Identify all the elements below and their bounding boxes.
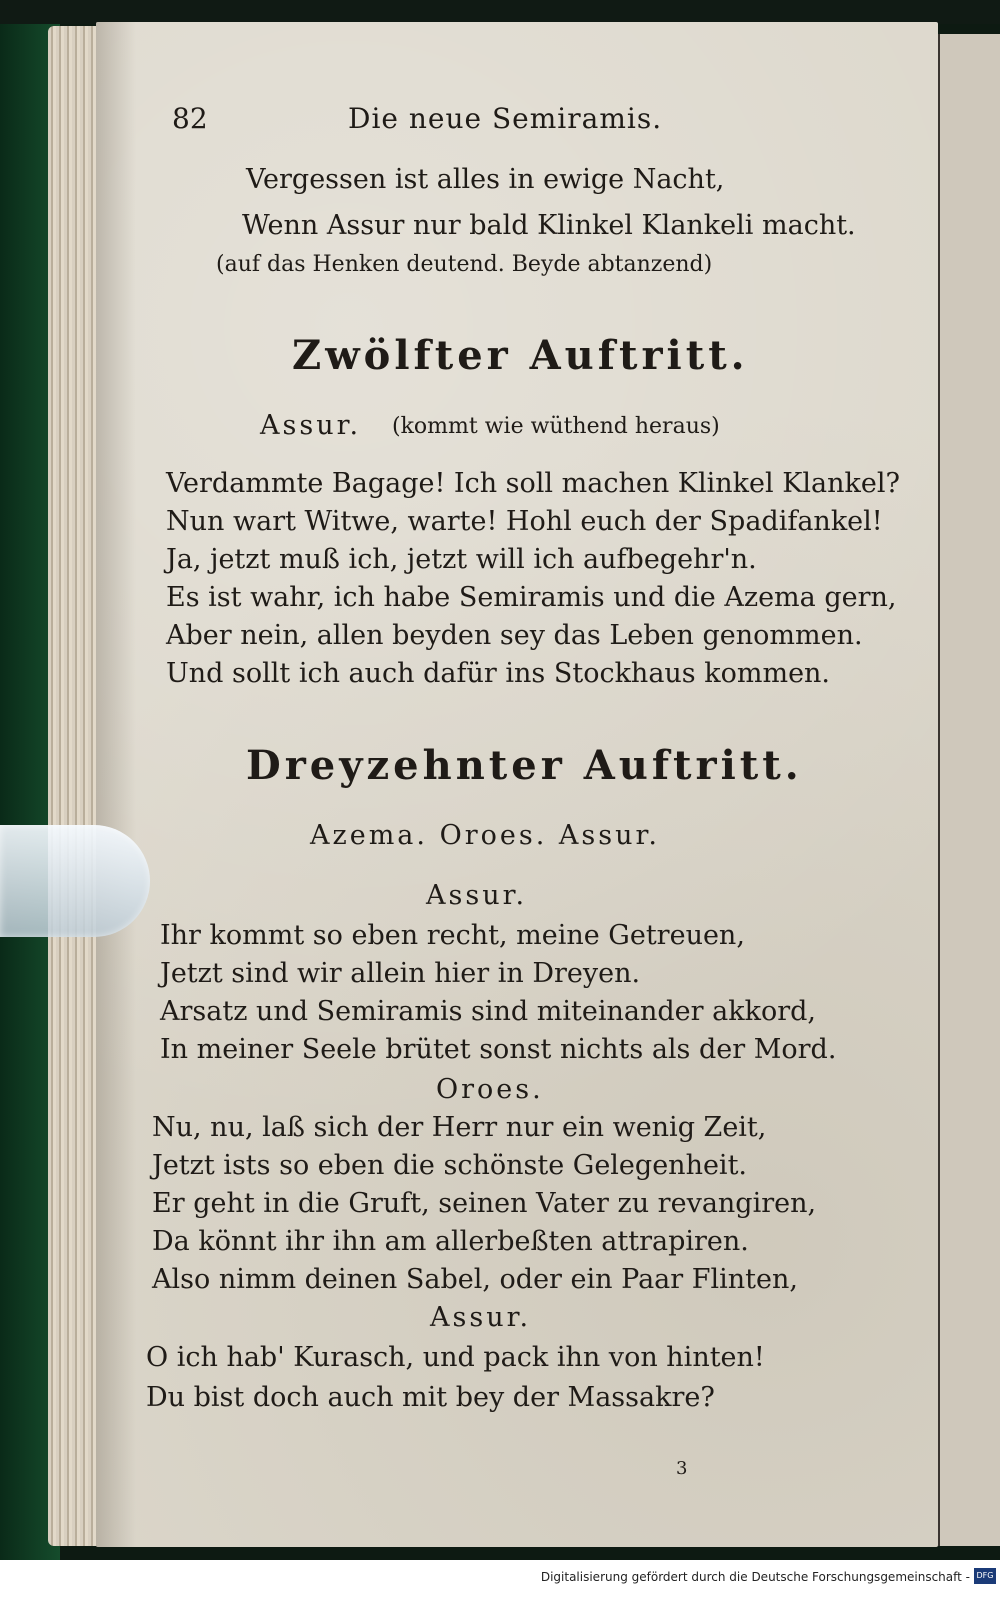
funding-credit: Digitalisierung gefördert durch die Deutsche Forschungsgemeinschaft - [540,1570,970,1584]
scanner-thumb-clip [0,825,150,937]
page-edges-right [930,34,1000,1546]
gutter-shadow [96,22,136,1547]
verse-line: Es ist wahr, ich habe Semiramis und die Azema gern, [166,582,897,613]
verse-line: Jetzt ists so eben die schönste Gelegenheit. [152,1150,748,1181]
verse-line: Du bist doch auch mit bey der Massakre? [146,1382,715,1413]
speaker-name: Assur. [430,1302,532,1333]
verse-line: Nun wart Witwe, warte! Hohl euch der Spadifankel! [166,506,883,537]
verse-line: Ja, jetzt muß ich, jetzt will ich aufbegehr'n. [166,544,757,575]
signature-mark: 3 [676,1458,688,1479]
verse-line: Aber nein, allen beyden sey das Leben genommen. [166,620,863,651]
verse-line: Vergessen ist alles in ewige Nacht, [246,164,725,195]
stage-direction: (kommt wie wüthend heraus) [392,414,720,439]
verse-line: Ihr kommt so eben recht, meine Getreuen, [160,920,745,951]
book-page [96,22,938,1547]
cast-list: Azema. Oroes. Assur. [310,820,660,851]
scan-background-top [0,0,1000,24]
verse-line: Also nimm deinen Sabel, oder ein Paar Flinten, [152,1264,798,1295]
verse-line: O ich hab' Kurasch, und pack ihn von hinten! [146,1342,765,1373]
verse-line: Er geht in die Gruft, seinen Vater zu revangiren, [152,1188,817,1219]
speaker-name: Assur. [260,410,362,441]
page-number: 82 [172,102,208,135]
running-title: Die neue Semiramis. [348,102,663,135]
verse-line: Nu, nu, laß sich der Herr nur ein wenig Zeit, [152,1112,767,1143]
scene-title-13: Dreyzehnter Auftritt. [246,742,803,789]
speaker-name: Assur. [426,880,528,911]
dfg-logo-icon: DFG [974,1568,996,1584]
stage-direction: (auf das Henken deutend. Beyde abtanzend) [216,252,713,277]
verse-line: Und sollt ich auch dafür ins Stockhaus kommen. [166,658,831,689]
verse-line: Da könnt ihr ihn am allerbeßten attrapiren. [152,1226,749,1257]
verse-line: Arsatz und Semiramis sind miteinander akkord, [160,996,816,1027]
verse-line: Verdammte Bagage! Ich soll machen Klinkel Klankel? [166,468,900,499]
verse-line: Wenn Assur nur bald Klinkel Klankeli macht. [242,210,856,241]
scene-title-12: Zwölfter Auftritt. [292,332,749,379]
verse-line: Jetzt sind wir allein hier in Dreyen. [160,958,641,989]
verse-line: In meiner Seele brütet sonst nichts als der Mord. [160,1034,837,1065]
footer-bar [0,1560,1000,1597]
speaker-name: Oroes. [436,1074,544,1105]
